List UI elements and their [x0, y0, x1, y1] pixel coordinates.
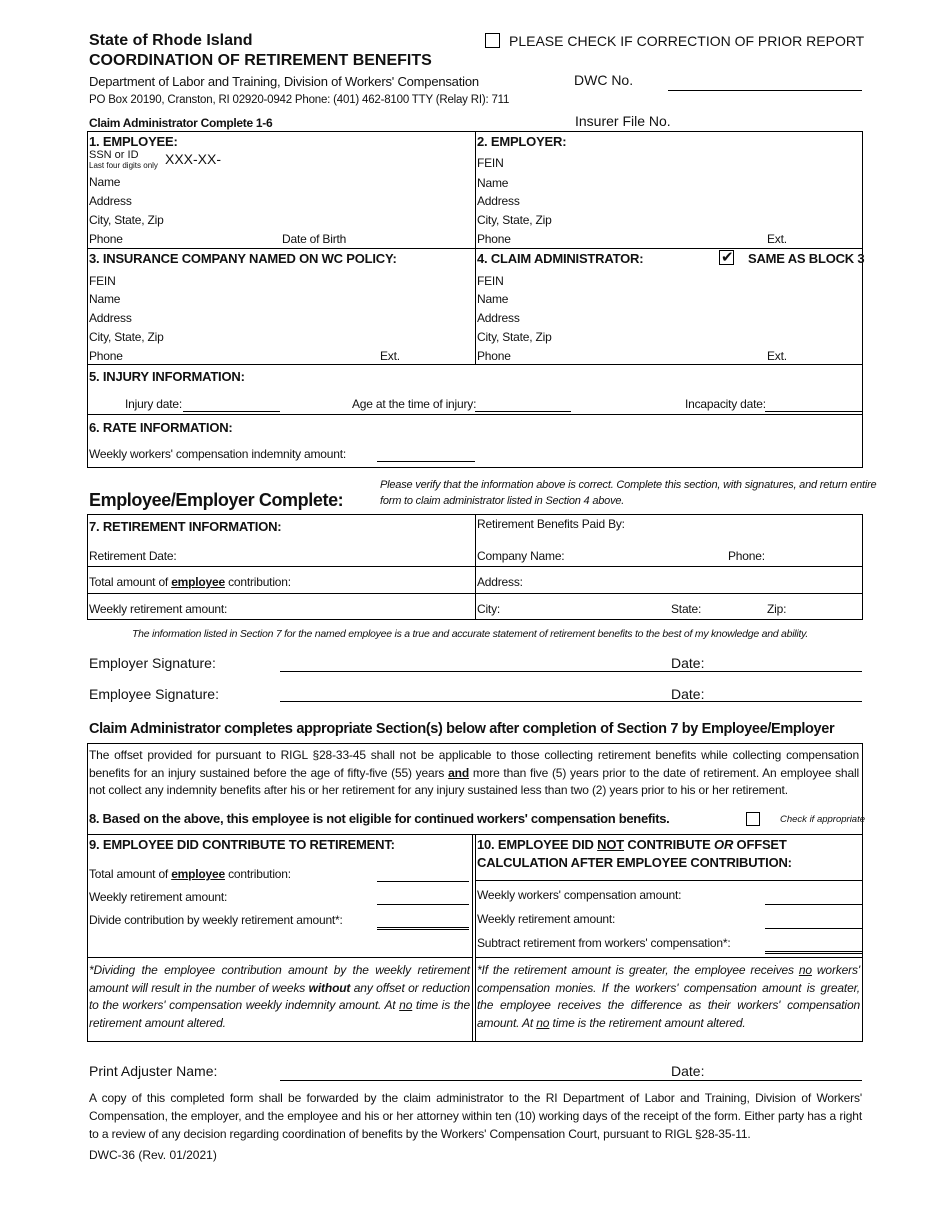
- section-2-title: 2. EMPLOYER:: [477, 134, 567, 149]
- s10-weekly-ret-label: Weekly retirement amount:: [477, 912, 616, 926]
- adjuster-name-label: Print Adjuster Name:: [89, 1063, 218, 1079]
- check-mark-icon: ✔: [721, 249, 734, 266]
- company-phone-label: Phone:: [728, 549, 765, 563]
- age-field[interactable]: [475, 411, 571, 412]
- dwc-no-field[interactable]: [668, 90, 862, 91]
- company-city-label: City:: [477, 602, 501, 616]
- s10-weekly-wc-label: Weekly workers' compensation amount:: [477, 888, 682, 902]
- admin-ext-label: Ext.: [767, 349, 787, 363]
- insurer-name-label: Name: [89, 292, 121, 306]
- admin-phone-label: Phone: [477, 349, 511, 363]
- injury-date-label: Injury date:: [125, 397, 182, 411]
- company-name-label: Company Name:: [477, 549, 565, 563]
- form-id: DWC-36 (Rev. 01/2021): [89, 1148, 217, 1162]
- section-6-title: 6. RATE INFORMATION:: [89, 420, 233, 435]
- s9-note: *Dividing the employee contribution amount by the weekly retirement amount will result in the number of weeks without any offset or reduction to the workers' compensation weekly indemnity amount. At no time is the retirement amount altered.: [89, 963, 471, 1030]
- attestation-text: The information listed in Section 7 for the named employee is a true and accurate statement of retirement benefits to the best of my knowledge and ability.: [132, 628, 809, 640]
- section-4-title: 4. CLAIM ADMINISTRATOR:: [477, 251, 644, 266]
- department-line: Department of Labor and Training, Division of Workers' Compensation: [89, 74, 479, 89]
- insurer-fein-label: FEIN: [89, 274, 116, 288]
- admin-address-label: Address: [477, 311, 520, 325]
- employer-phone-label: Phone: [477, 232, 511, 246]
- insurer-address-label: Address: [89, 311, 132, 325]
- employee-phone-label: Phone: [89, 232, 123, 246]
- s10-note: *If the retirement amount is greater, the employee receives no workers' compensation monies. If the workers' compensation amount is greater, the employee receives the difference as their workers' compensation amount. At no time is the retirement amount altered.: [477, 963, 861, 1030]
- s9-total-label: Total amount of employee contribution:: [89, 867, 291, 881]
- verify-note-line1: Please verify that the information above is correct. Complete this section, with signatures, and return entire: [380, 479, 877, 491]
- s10-weekly-ret-field[interactable]: [765, 928, 862, 929]
- insurer-ext-label: Ext.: [380, 349, 400, 363]
- total-contribution-label: Total amount of employee contribution:: [89, 575, 291, 589]
- age-label: Age at the time of injury:: [352, 397, 477, 411]
- incapacity-date-field[interactable]: [765, 411, 862, 412]
- admin-fein-label: FEIN: [477, 274, 504, 288]
- same-as-block3-checkbox[interactable]: [719, 250, 734, 265]
- s9-divide-label: Divide contribution by weekly retirement amount*:: [89, 913, 343, 927]
- verify-note-line2: form to claim administrator listed in Section 4 above.: [380, 495, 625, 507]
- weekly-indemnity-field[interactable]: [377, 461, 475, 462]
- s9-weekly-label: Weekly retirement amount:: [89, 890, 228, 904]
- paid-by-label: Retirement Benefits Paid By:: [477, 517, 625, 531]
- insurer-city-label: City, State, Zip: [89, 330, 164, 344]
- dwc-no-label: DWC No.: [574, 72, 634, 88]
- s10-weekly-wc-field[interactable]: [765, 904, 862, 905]
- section-8-text: 8. Based on the above, this employee is not eligible for continued workers' compensation benefits.: [89, 811, 670, 826]
- employer-signature-label: Employer Signature:: [89, 655, 216, 671]
- employer-signature-field[interactable]: [280, 671, 862, 672]
- section-5-title: 5. INJURY INFORMATION:: [89, 369, 245, 384]
- ssn-value[interactable]: XXX-XX-: [165, 151, 222, 167]
- admin-city-label: City, State, Zip: [477, 330, 552, 344]
- employee-city-label: City, State, Zip: [89, 213, 164, 227]
- correction-label: PLEASE CHECK IF CORRECTION OF PRIOR REPORT: [509, 33, 865, 49]
- copy-forward-text: A copy of this completed form shall be forwarded by the claim administrator to the RI Department of Labor and Training, Division of Workers' Compensation, the employer, and the employee and his or her attorney within ten (10) working days of the receipt of the form. Either party has a right to a review of any decision regarding coordination of benefits by the Workers' Compensation Court, pursuant to RIGL §28-35-11.: [89, 1091, 862, 1141]
- adjuster-name-field[interactable]: [280, 1080, 862, 1081]
- claim-admin-note: Claim Administrator Complete 1-6: [89, 116, 273, 130]
- employee-signature-field[interactable]: [280, 701, 862, 702]
- claim-admin-heading: Claim Administrator completes appropriate Section(s) below after completion of Section 7 by Employee/Employer: [89, 721, 835, 737]
- offset-paragraph: The offset provided for pursuant to RIGL §28-33-45 shall not be applicable to those collecting retirement benefits while collecting compensation benefits for an injury sustained before the age of fifty-five (55) years and more than five (5) years prior to the date of retirement. An employee shall not collect any indemnity benefits after his or her retirement for any injury sustained less than two (2) years prior to his or her retirement.: [89, 748, 859, 797]
- employer-city-label: City, State, Zip: [477, 213, 552, 227]
- employee-employer-heading: Employee/Employer Complete:: [89, 490, 344, 510]
- injury-date-field[interactable]: [183, 411, 280, 412]
- employer-address-label: Address: [477, 194, 520, 208]
- employee-address-label: Address: [89, 194, 132, 208]
- form-title: COORDINATION OF RETIREMENT BENEFITS: [89, 52, 432, 69]
- address-line: PO Box 20190, Cranston, RI 02920-0942 Phone: (401) 462-8100 TTY (Relay RI): 711: [89, 94, 510, 106]
- check-if-appropriate: Check if appropriate: [780, 814, 866, 825]
- company-zip-label: Zip:: [767, 602, 787, 616]
- insurer-phone-label: Phone: [89, 349, 123, 363]
- correction-checkbox[interactable]: [485, 33, 500, 48]
- s10-subtract-field[interactable]: [765, 951, 862, 954]
- s9-total-field[interactable]: [377, 881, 469, 882]
- employer-ext-label: Ext.: [767, 232, 787, 246]
- s10-subtract-label: Subtract retirement from workers' compensation*:: [477, 936, 731, 950]
- same-as-block3-label: SAME AS BLOCK 3: [748, 251, 865, 266]
- section-1-title: 1. EMPLOYEE:: [89, 134, 178, 149]
- incapacity-label: Incapacity date:: [685, 397, 766, 411]
- ssn-sublabel: Last four digits only: [89, 161, 158, 170]
- section-8-checkbox[interactable]: [746, 812, 760, 826]
- section-10-title: 10. EMPLOYEE DID NOT CONTRIBUTE OR OFFSET: [477, 837, 787, 852]
- company-state-label: State:: [671, 602, 702, 616]
- company-address-label: Address:: [477, 575, 523, 589]
- state-title: State of Rhode Island: [89, 32, 253, 49]
- employer-date-label: Date:: [671, 655, 705, 671]
- insurer-file-label: Insurer File No.: [575, 113, 671, 129]
- employer-name-label: Name: [477, 176, 509, 190]
- employee-name-label: Name: [89, 175, 121, 189]
- section-7-title: 7. RETIREMENT INFORMATION:: [89, 519, 282, 534]
- employee-dob-label: Date of Birth: [282, 232, 347, 246]
- adjuster-date-label: Date:: [671, 1063, 705, 1079]
- s9-weekly-field[interactable]: [377, 904, 469, 905]
- section-3-title: 3. INSURANCE COMPANY NAMED ON WC POLICY:: [89, 251, 397, 266]
- employee-date-label: Date:: [671, 686, 705, 702]
- weekly-retirement-label: Weekly retirement amount:: [89, 602, 228, 616]
- s9-divide-field[interactable]: [377, 927, 469, 930]
- ssn-label: SSN or ID: [89, 149, 139, 161]
- retirement-date-label: Retirement Date:: [89, 549, 177, 563]
- employee-signature-label: Employee Signature:: [89, 686, 219, 702]
- section-9-title: 9. EMPLOYEE DID CONTRIBUTE TO RETIREMENT:: [89, 837, 395, 852]
- weekly-indemnity-label: Weekly workers' compensation indemnity amount:: [89, 447, 346, 461]
- admin-name-label: Name: [477, 292, 509, 306]
- section-10-title-line2: CALCULATION AFTER EMPLOYEE CONTRIBUTION:: [477, 855, 792, 870]
- employer-fein-label: FEIN: [477, 156, 504, 170]
